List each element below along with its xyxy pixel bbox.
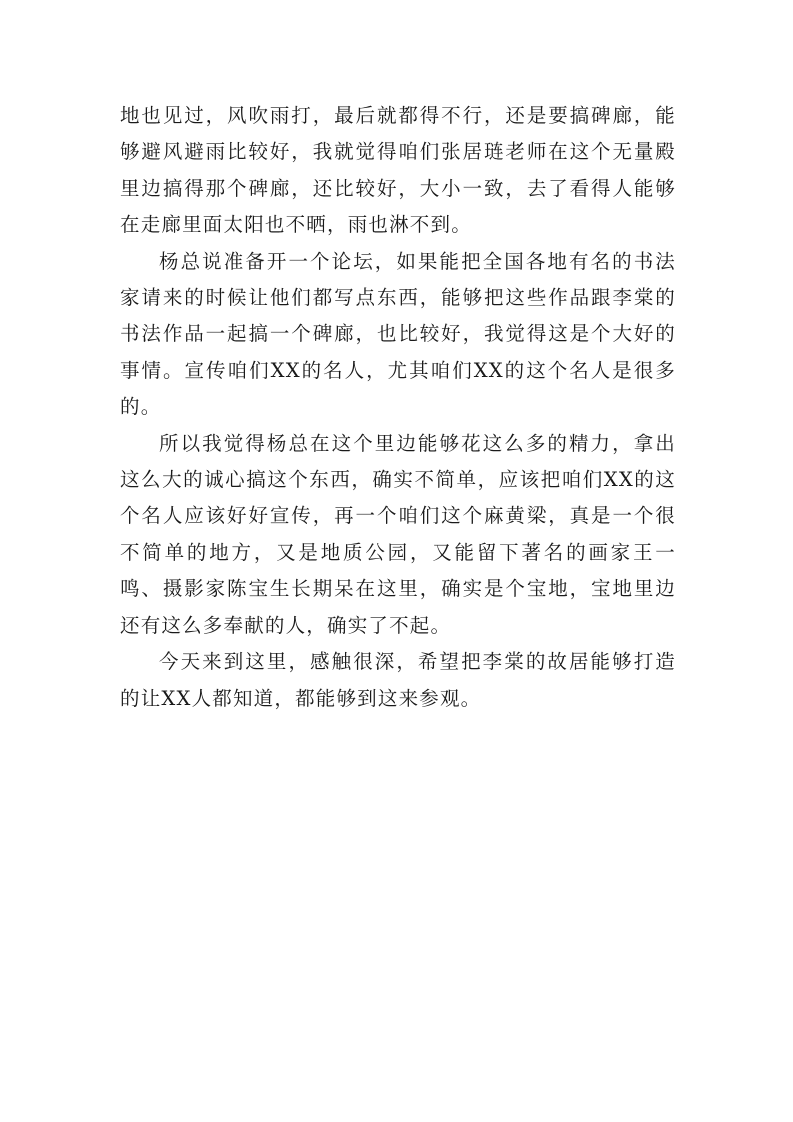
paragraph-4: 今天来到这里，感触很深，希望把李棠的故居能够打造的让XX人都知道，都能够到这来参观。 — [120, 650, 676, 710]
document-body — [120, 98, 676, 717]
paragraph-3: 所以我觉得杨总在这个里边能够花这么多的精力，拿出这么大的诚心搞这个东西，确实不简单，应该把咱们XX的这个名人应该好好宣传，再一个咱们这个麻黄梁，真是一个很不简单的地方，又是地质公园，又能留下著名的画家王一鸣、摄影家陈宝生长期呆在这里，确实是个宝地，宝地里边还有这么多奉献的人，确实了不起。 — [120, 431, 676, 637]
paragraph-2: 杨总说准备开一个论坛，如果能把全国各地有名的书法家请来的时候让他们都写点东西，能够把这些作品跟李棠的书法作品一起搞一个碑廊，也比较好，我觉得这是个大好的事情。宣传咱们XX的名人，尤其咱们XX的这个名人是很多的。 — [120, 249, 676, 419]
paragraph-1: 地也见过，风吹雨打，最后就都得不行，还是要搞碑廊，能够避风避雨比较好，我就觉得咱们张居琏老师在这个无量殿里边搞得那个碑廊，还比较好，大小一致，去了看得人能够在走廊里面太阳也不晒，雨也淋不到。 — [120, 104, 676, 237]
